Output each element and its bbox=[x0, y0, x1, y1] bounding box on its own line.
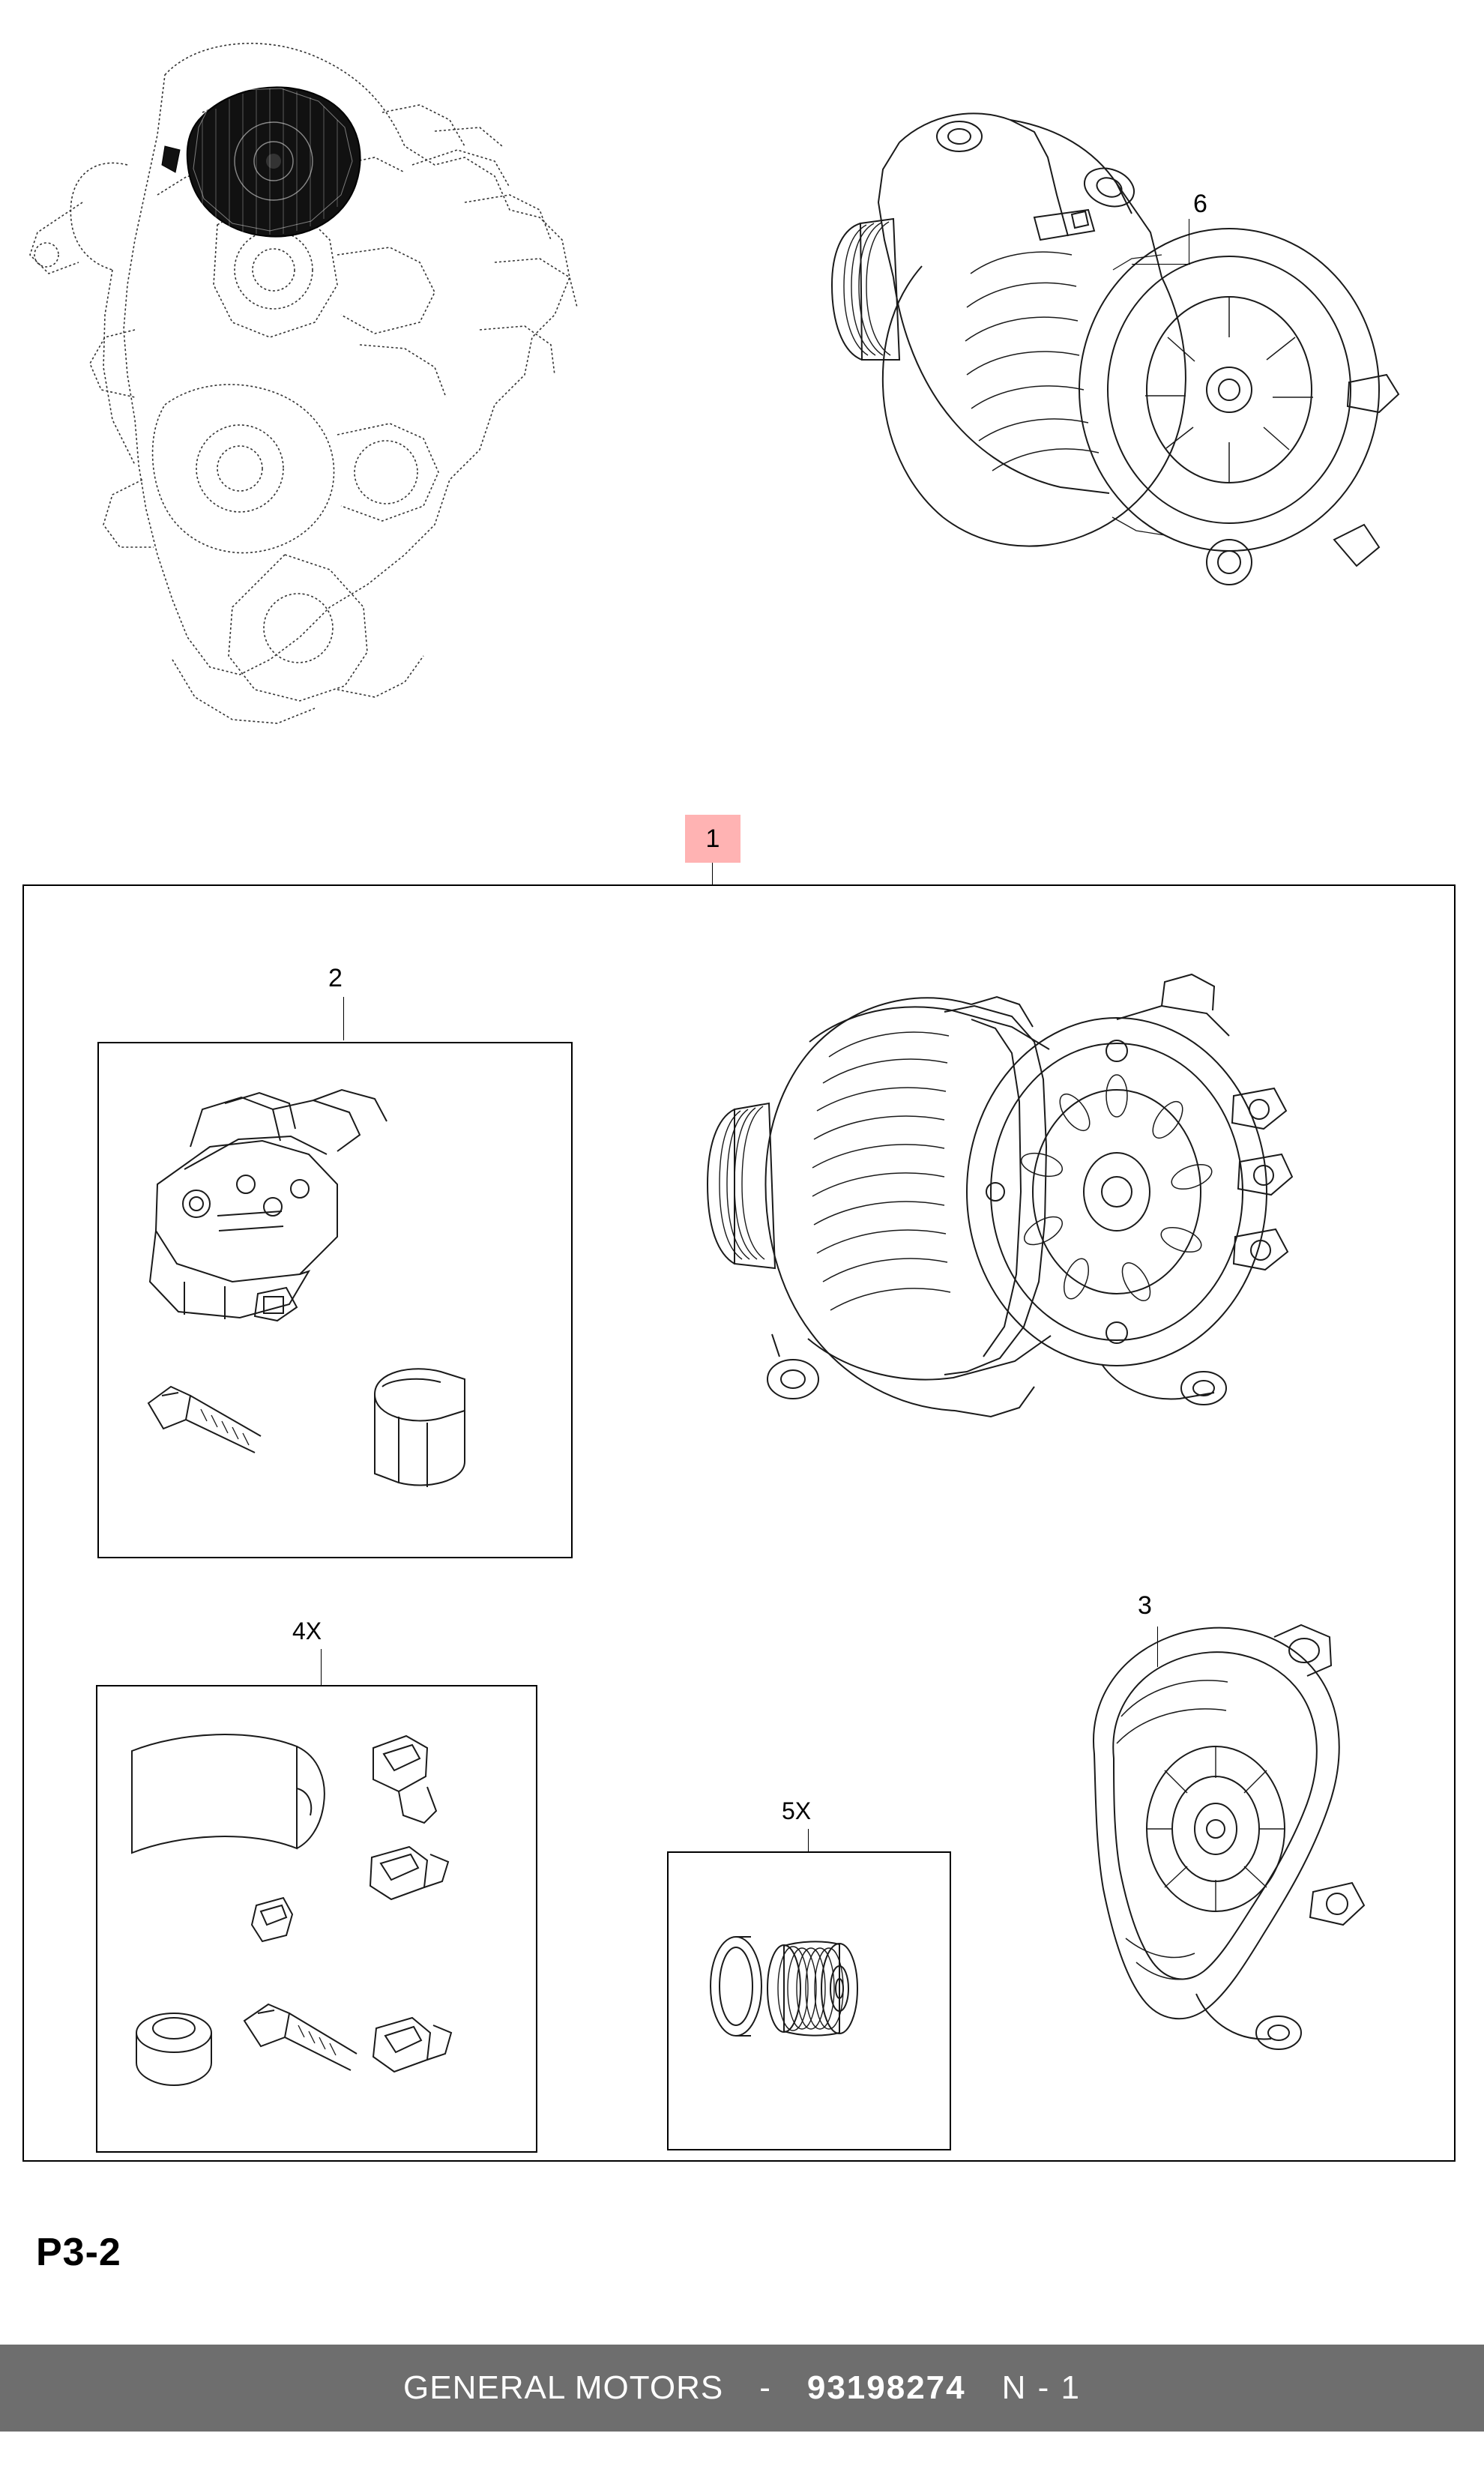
callout-6: 6 bbox=[1193, 190, 1207, 218]
callout-1-highlight[interactable]: 1 bbox=[685, 815, 741, 863]
regulator-kit-illustration bbox=[112, 1057, 555, 1540]
rear-cover-illustration bbox=[1049, 1604, 1379, 2069]
callout-6-leader-2 bbox=[1132, 264, 1190, 265]
callout-4x-leader bbox=[321, 1649, 322, 1685]
pulley-kit-illustration bbox=[679, 1874, 938, 2129]
callout-3: 3 bbox=[1138, 1591, 1152, 1620]
callout-4x: 4X bbox=[292, 1618, 322, 1645]
footer-part-number: 93198274 bbox=[806, 2369, 966, 2406]
hardware-kit-illustration bbox=[109, 1698, 522, 2137]
callout-2-leader bbox=[343, 997, 344, 1040]
top-illustration-region bbox=[0, 0, 1484, 772]
callout-5x: 5X bbox=[782, 1797, 812, 1824]
callout-1-leader bbox=[712, 863, 713, 885]
footer-separator: - bbox=[759, 2369, 771, 2406]
engine-assembly-illustration bbox=[15, 15, 809, 757]
sheet-code: P3-2 bbox=[36, 2231, 121, 2274]
alternator-illustration-6 bbox=[809, 97, 1462, 720]
callout-2: 2 bbox=[328, 964, 343, 992]
footer-brand: GENERAL MOTORS bbox=[403, 2369, 724, 2406]
footer-page-number: N - 1 bbox=[1001, 2369, 1081, 2406]
alternator-main-illustration bbox=[697, 922, 1297, 1477]
callout-5x-leader bbox=[808, 1829, 809, 1851]
footer-content bbox=[0, 2363, 1484, 2414]
engine-alternator-highlight bbox=[162, 87, 361, 236]
